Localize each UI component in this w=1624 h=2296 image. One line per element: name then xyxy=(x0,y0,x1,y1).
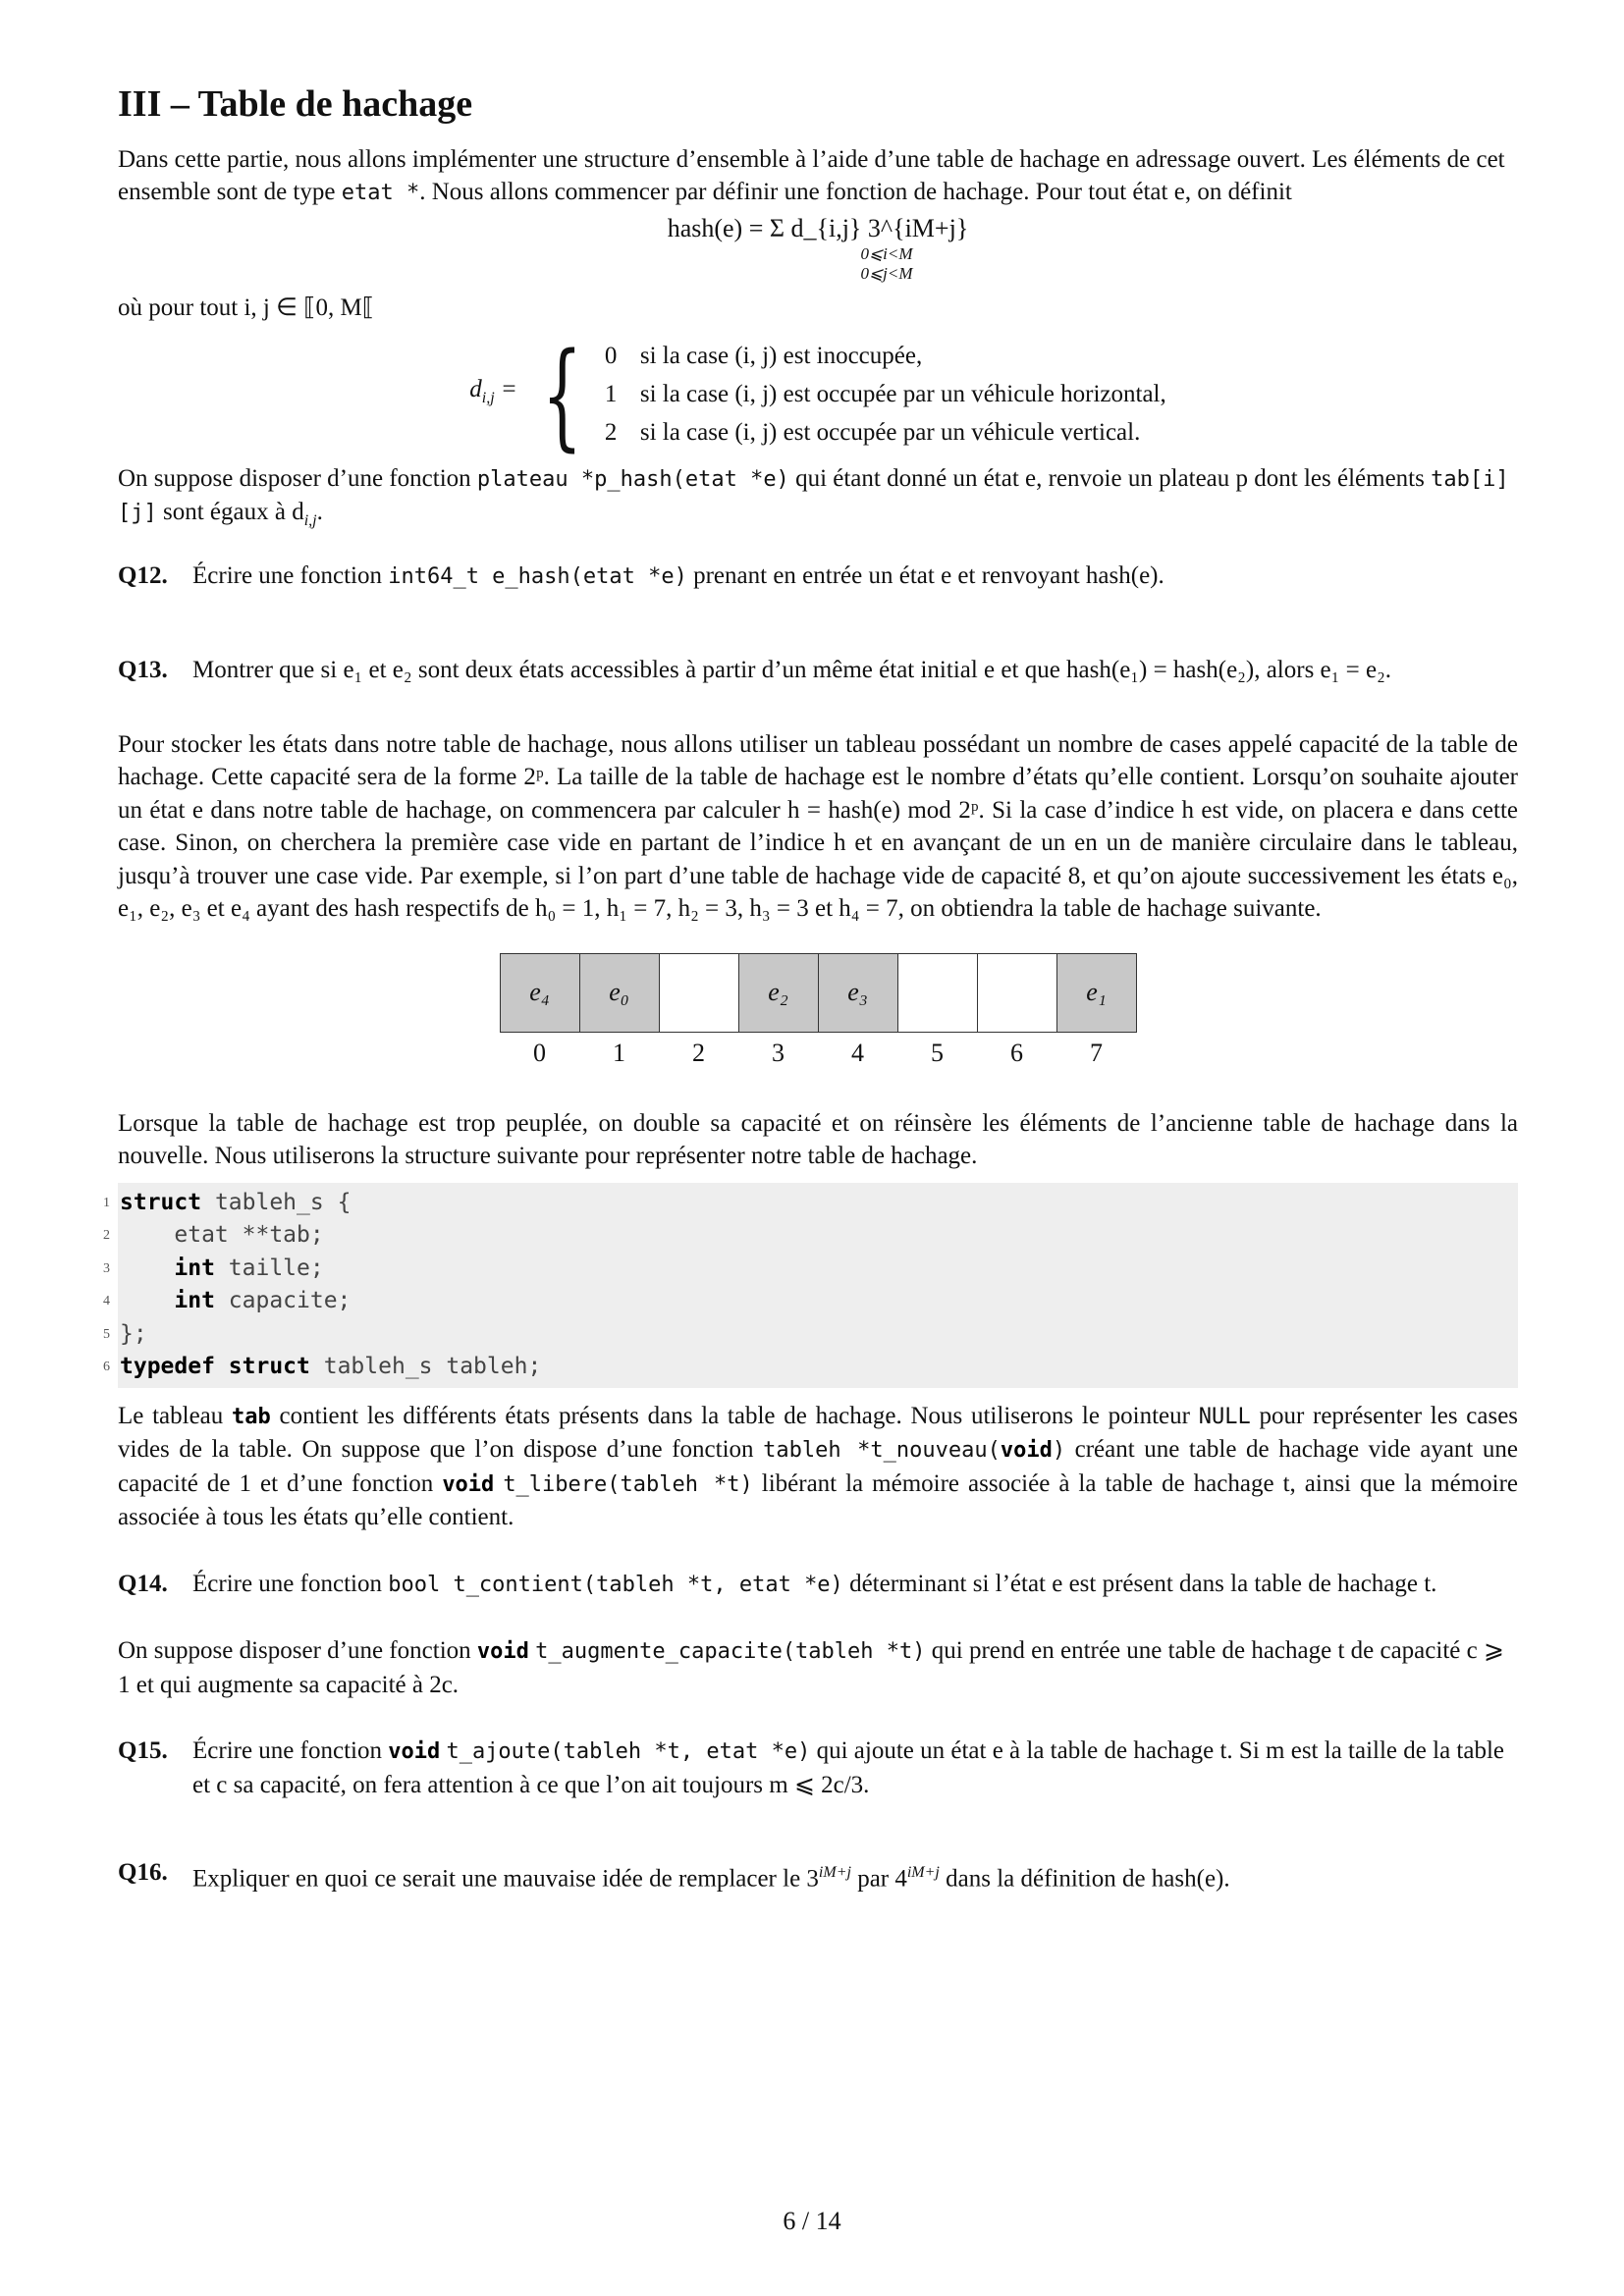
d-case-0: 0 si la case (i, j) est inoccupée, xyxy=(604,343,923,369)
intro-type: etat * xyxy=(341,181,420,205)
hash-cell-0: e₄ xyxy=(500,953,579,1032)
section-title: III – Table de hachage xyxy=(118,83,473,125)
hash-cell-5 xyxy=(897,953,977,1032)
storage-paragraph: Pour stocker les états dans notre table de hachage, nous allons utiliser un tableau possédant un nombre de cases appelé capacité de la table de hachage. Cette capacité sera de la forme 2ᵖ. La taille de la table de hachage est le nombre d’états qu’elle contient. Lorsqu’on souhaite ajouter un état e dans notre table de hachage, on commencera par calculer h = hash(e) mod 2ᵖ. Si la case d’indice h est vide, on placera e dans cette case. Sinon, on cherchera la première case vide en partant de l’indice h et en avançant de un en un de manière circulaire dans le tableau, jusqu’à trouver une case vide. Par exemple, si l’on part d’une table de hachage vide de capacité 8, et qu’on ajoute successivement les états e₀, e₁, e₂, e₃ et e₄ ayant des hash respectifs de h₀ = 1, h₁ = 7, h₂ = 3, h₃ = 3 et h₄ = 7, on obtiendra la table de hachage suivante. xyxy=(118,730,1518,922)
code-line-1: 1 struct tableh_s { xyxy=(103,1189,352,1215)
q16-label: Q16. xyxy=(118,1859,168,1886)
hash-cell-6 xyxy=(977,953,1056,1032)
page-content xyxy=(103,83,1519,1896)
hash-index-6: 6 xyxy=(1010,1038,1023,1067)
q14-label: Q14. xyxy=(118,1570,168,1597)
intro-text: Dans cette partie, nous allons implémenter une structure d’ensemble à l’aide d’une table de hachage en adressage ouvert. Les éléments de cet ensemble sont de type xyxy=(118,145,1505,205)
hash-table-cells xyxy=(500,953,1136,1032)
q15-code: t_ajoute(tableh *t, etat *e) xyxy=(446,1739,811,1764)
hash-sum-bounds xyxy=(255,244,1518,284)
hash-formula: hash(e) = Σ d_{i,j} 3^{iM+j} xyxy=(667,213,969,242)
hash-sum-bound-i: 0⩽i<M xyxy=(860,244,913,263)
hash-index-4: 4 xyxy=(851,1038,864,1067)
q13-label: Q13. xyxy=(118,657,168,683)
q15-label: Q15. xyxy=(118,1737,168,1764)
hash-cell-3: e₂ xyxy=(738,953,818,1032)
hash-cell-4: e₃ xyxy=(818,953,897,1032)
code-line-3: 3 int taille; xyxy=(103,1255,324,1281)
q14-code: bool t_contient(tableh *t, etat *e) xyxy=(388,1572,843,1597)
augment-code: t_augmente_capacite(tableh *t) xyxy=(535,1639,926,1664)
question-q13: Q13. Montrer que si e₁ et e₂ sont deux états accessibles à partir d’un même état initial e et que hash(e₁) = hash(e₂), alors e₁ = e₂. xyxy=(118,654,1518,687)
augment-paragraph: On suppose disposer d’une fonction void t_augmente_capacite(tableh *t) qui prend en entrée une table de hachage t de capacité c ⩾ 1 et qui augmente sa capacité à 2c. xyxy=(118,1637,1504,1698)
hash-cell-1: e₀ xyxy=(579,953,659,1032)
hash-index-2: 2 xyxy=(692,1038,705,1067)
question-q16: Q16. Expliquer en quoi ce serait une mauvaise idée de remplacer le $3^{iM+j}$ par $4^{iM+j}$ dans la définition de hash(e). xyxy=(118,1856,1518,1896)
plateau-code: plateau *p_hash(etat *e) xyxy=(476,466,789,492)
left-brace-icon: { xyxy=(541,326,582,462)
tab-paragraph: Le tableau tab contient les différents états présents dans la table de hachage. Nous utiliserons le pointeur NULL pour représenter les cases vides de la table. On suppose que l’on dispose d’une fonction tableh *t_nouveau(void) créant une table de hachage vide ayant une capacité de 1 et d’une fonction void t_libere(tableh *t) libérant la mémoire associée à la table de hachage t, ainsi que la mémoire associée à tous les états qu’elle contient. xyxy=(118,1402,1519,1530)
question-q12: Q12. Écrire une fonction int64_t e_hash(etat *e) prenant en entrée un état e et renvoyant hash(e). xyxy=(118,560,1518,594)
code-line-4: 4 int capacite; xyxy=(103,1288,352,1313)
question-q15: Q15. Écrire une fonction void t_ajoute(tableh *t, etat *e) qui ajoute un état e à la table de hachage t. Si m est la taille de la table et c sa capacité, on fera attention à ce que l’on ait toujours m ⩽ 2c/3. xyxy=(118,1735,1518,1801)
d-cases xyxy=(605,337,1166,452)
hash-table-example xyxy=(500,953,1137,1074)
q12-code: int64_t e_hash(etat *e) xyxy=(388,563,687,589)
d-case-1: 1 si la case (i, j) est occupée par un véhicule horizontal, xyxy=(604,381,1166,407)
hash-index-1: 1 xyxy=(613,1038,625,1067)
code-line-5: 5 }; xyxy=(103,1320,147,1347)
hash-formula-block xyxy=(118,212,1518,285)
hash-index-0: 0 xyxy=(533,1038,546,1067)
q12-label: Q12. xyxy=(118,561,168,589)
hash-sum-bound-j: 0⩽j<M xyxy=(860,264,913,283)
intro-tail: . Nous allons commencer par définir une fonction de hachage. Pour tout état e, on définit xyxy=(419,179,1292,205)
question-q14: Q14. Écrire une fonction bool t_contient(tableh *t, etat *e) déterminant si l’état e est présent dans la table de hachage t. xyxy=(118,1568,1518,1602)
where-text: où pour tout i, j ∈ ⟦0, M⟦ xyxy=(118,294,375,321)
hash-index-7: 7 xyxy=(1090,1038,1103,1067)
plateau-tab-code: tab[i][j] xyxy=(118,466,1509,525)
code-line-6: 6 typedef struct tableh_s tableh; xyxy=(103,1354,542,1379)
hash-cell-2 xyxy=(659,953,738,1032)
overflow-paragraph: Lorsque la table de hachage est trop peuplée, on double sa capacité et on réinsère les éléments de l’ancienne table de hachage dans la nouvelle. Nous utiliserons la structure suivante pour représenter notre table de hachage. xyxy=(118,1109,1518,1169)
intro-paragraph xyxy=(118,143,1518,210)
d-symbol: $d_{i,j}$ = xyxy=(469,376,517,407)
code-line-2: 2 etat **tab; xyxy=(103,1222,324,1248)
page-number: 6 / 14 xyxy=(783,2207,841,2235)
hash-index-5: 5 xyxy=(931,1038,944,1067)
code-block xyxy=(103,1183,1518,1388)
hash-cell-7: e₁ xyxy=(1056,953,1136,1032)
hash-index-3: 3 xyxy=(772,1038,785,1067)
d-case-2: 2 si la case (i, j) est occupée par un véhicule vertical. xyxy=(604,419,1141,446)
plateau-paragraph: On suppose disposer d’une fonction plateau *p_hash(etat *e) qui étant donné un état e, renvoie un plateau p dont les éléments tab[i][j] sont égaux à $d_{i,j}$. xyxy=(118,464,1509,529)
hash-table-indices xyxy=(500,1032,1136,1074)
d-definition xyxy=(118,326,1518,462)
